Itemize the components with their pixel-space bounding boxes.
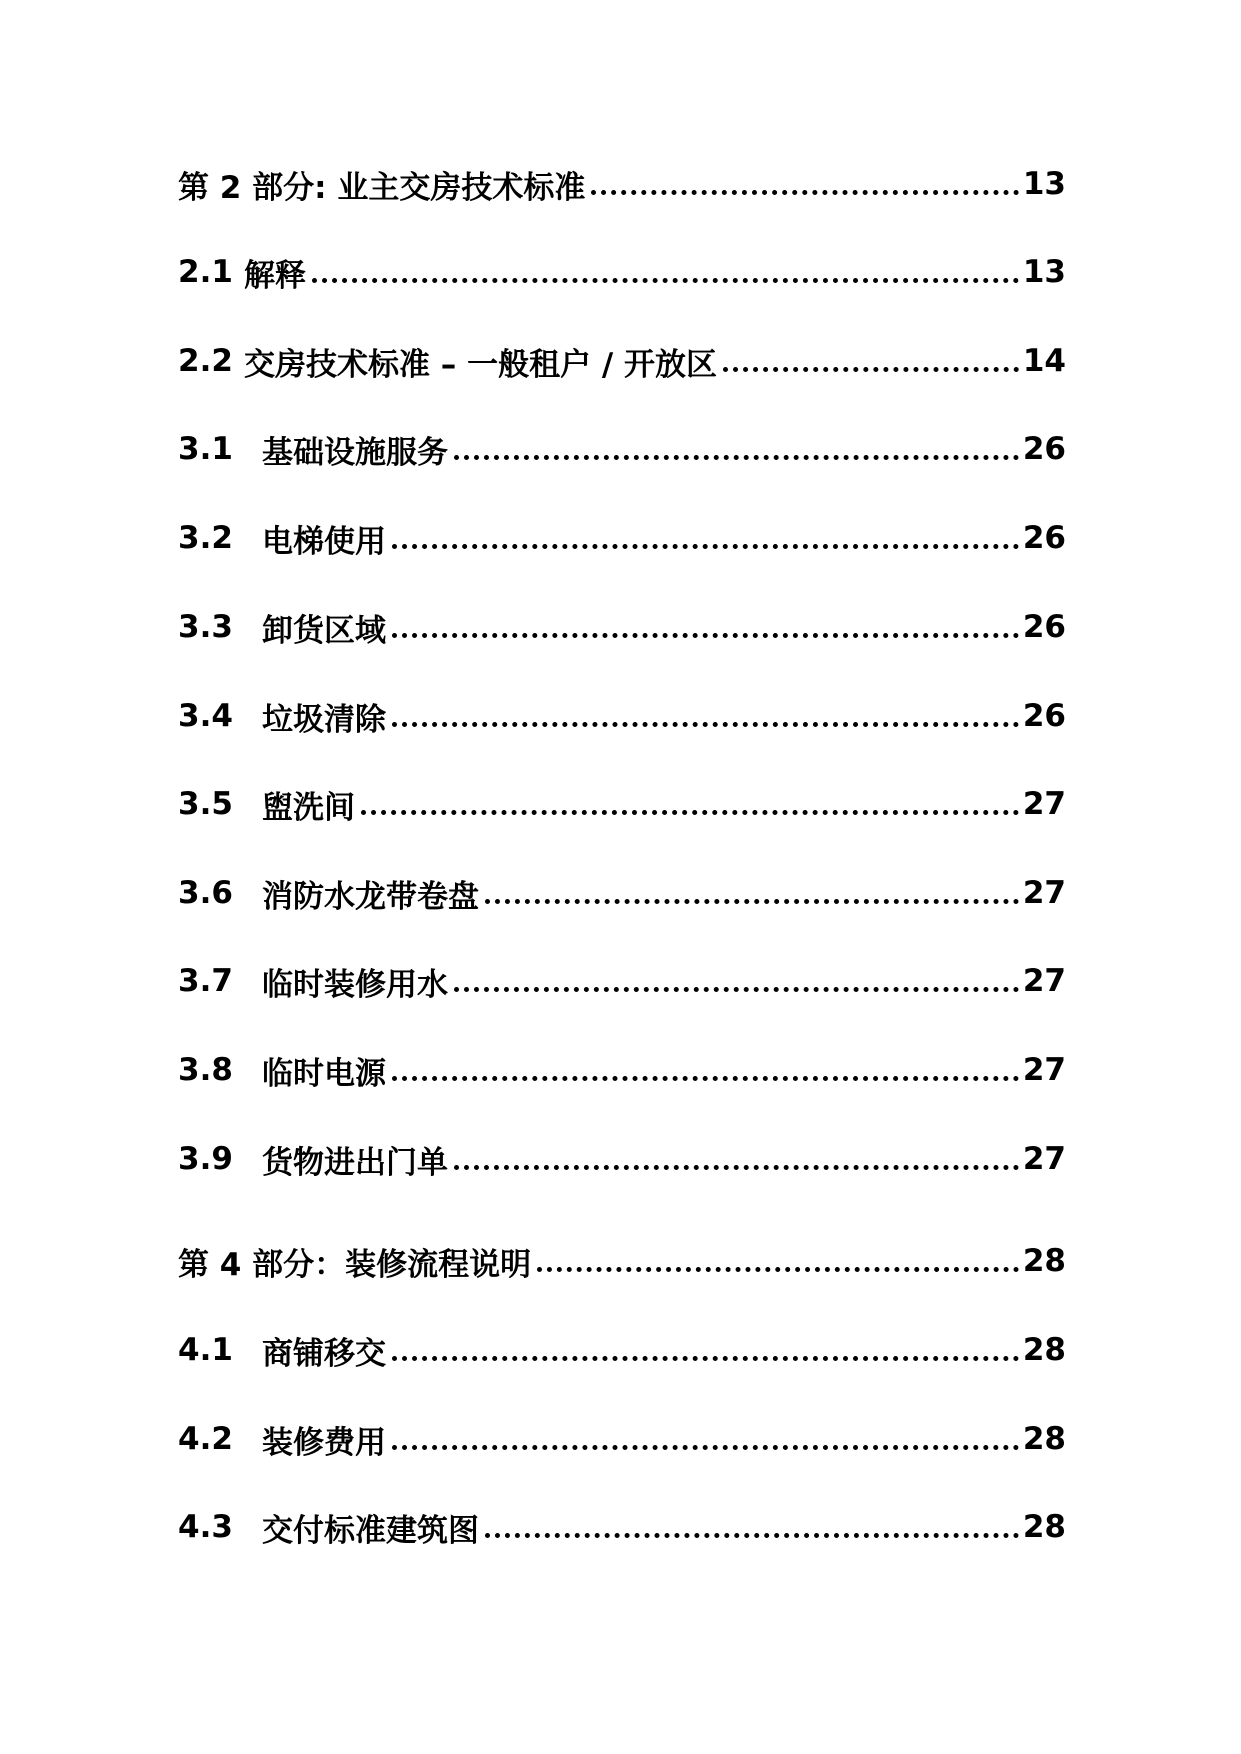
toc-entry-title: 第 2 部分: 业主交房技术标准 (178, 169, 586, 206)
toc-entry-page: 26 (1022, 520, 1066, 556)
toc-entry-4-3[interactable] (178, 1503, 1066, 1551)
toc-entry-number: 4.3 (178, 1509, 233, 1545)
toc-entry-page: 27 (1022, 963, 1066, 999)
toc-entry-title: 电梯使用 (262, 523, 386, 560)
toc-entry-number: 2.2 (178, 343, 233, 379)
toc-entry-title: 基础设施服务 (262, 434, 448, 471)
toc-entry-title: 交付标准建筑图 (262, 1512, 479, 1549)
toc-entry-page: 26 (1022, 609, 1066, 645)
toc-entry-number: 2.1 (178, 254, 233, 290)
toc-entry-title: 盥洗间 (262, 789, 355, 826)
toc-dot-leader (392, 1445, 1019, 1450)
toc-dot-leader (485, 1533, 1019, 1538)
toc-entry-title: 卸货区域 (262, 612, 386, 649)
toc-dot-leader (392, 544, 1019, 549)
toc-entry-3-1[interactable] (178, 425, 1066, 473)
toc-entry-2-2[interactable] (178, 337, 1066, 385)
toc-entry-3-3[interactable] (178, 603, 1066, 651)
toc-entry-page: 26 (1022, 698, 1066, 734)
toc-entry-page: 28 (1022, 1421, 1066, 1457)
toc-entry-page: 13 (1022, 254, 1066, 290)
toc-entry-title: 解释 (244, 257, 306, 294)
toc-dot-leader (454, 455, 1019, 460)
toc-entry-page: 13 (1022, 166, 1066, 202)
toc-entry-page: 28 (1022, 1332, 1066, 1368)
toc-dot-leader (485, 899, 1019, 904)
toc-entry-page: 27 (1022, 1052, 1066, 1088)
toc-entry-number: 3.8 (178, 1052, 233, 1088)
toc-entry-number: 3.4 (178, 698, 233, 734)
toc-entry-page: 28 (1022, 1509, 1066, 1545)
toc-entry-part-2[interactable] (178, 160, 1066, 208)
toc-entry-number: 3.1 (178, 431, 233, 467)
toc-entry-3-4[interactable] (178, 692, 1066, 740)
toc-entry-4-1[interactable] (178, 1326, 1066, 1374)
toc-dot-leader (312, 278, 1019, 283)
toc-entry-3-9[interactable] (178, 1135, 1066, 1183)
toc-entry-title: 第 4 部分：装修流程说明 (178, 1246, 532, 1283)
toc-entry-3-8[interactable] (178, 1046, 1066, 1094)
toc-dot-leader (454, 1165, 1019, 1170)
toc-entry-title: 垃圾清除 (262, 701, 386, 738)
toc-entry-number: 3.9 (178, 1141, 233, 1177)
toc-entry-3-2[interactable] (178, 514, 1066, 562)
toc-entry-number: 3.2 (178, 520, 233, 556)
toc-entry-page: 26 (1022, 431, 1066, 467)
toc-entry-page: 27 (1022, 786, 1066, 822)
toc-dot-leader (591, 190, 1019, 195)
toc-entry-2-1[interactable] (178, 248, 1066, 296)
toc-entry-page: 28 (1022, 1243, 1066, 1279)
toc-entry-number: 3.5 (178, 786, 233, 822)
toc-entry-page: 14 (1022, 343, 1066, 379)
toc-dot-leader (454, 987, 1019, 992)
toc-entry-number: 4.1 (178, 1332, 233, 1368)
toc-dot-leader (361, 810, 1019, 815)
toc-entry-title: 交房技术标准 – 一般租户 / 开放区 (244, 346, 717, 383)
toc-dot-leader (537, 1267, 1019, 1272)
toc-entry-3-7[interactable] (178, 957, 1066, 1005)
toc-dot-leader (392, 1356, 1019, 1361)
toc-entry-title: 装修费用 (262, 1424, 386, 1461)
toc-entry-title: 消防水龙带卷盘 (262, 878, 479, 915)
toc-entry-title: 临时电源 (262, 1055, 386, 1092)
toc-entry-part-4[interactable] (178, 1237, 1066, 1285)
toc-entry-3-5[interactable] (178, 780, 1066, 828)
toc-entry-title: 货物进出门单 (262, 1144, 448, 1181)
toc-entry-number: 3.7 (178, 963, 233, 999)
toc-entry-3-6[interactable] (178, 869, 1066, 917)
toc-entry-number: 3.3 (178, 609, 233, 645)
toc-entry-number: 3.6 (178, 875, 233, 911)
toc-dot-leader (392, 722, 1019, 727)
toc-entry-title: 临时装修用水 (262, 966, 448, 1003)
toc-entry-page: 27 (1022, 1141, 1066, 1177)
toc-dot-leader (392, 633, 1019, 638)
toc-entry-number: 4.2 (178, 1421, 233, 1457)
toc-entry-page: 27 (1022, 875, 1066, 911)
toc-dot-leader (392, 1076, 1019, 1081)
toc-entry-title: 商铺移交 (262, 1335, 386, 1372)
toc-entry-4-2[interactable] (178, 1415, 1066, 1463)
toc-dot-leader (723, 367, 1019, 372)
